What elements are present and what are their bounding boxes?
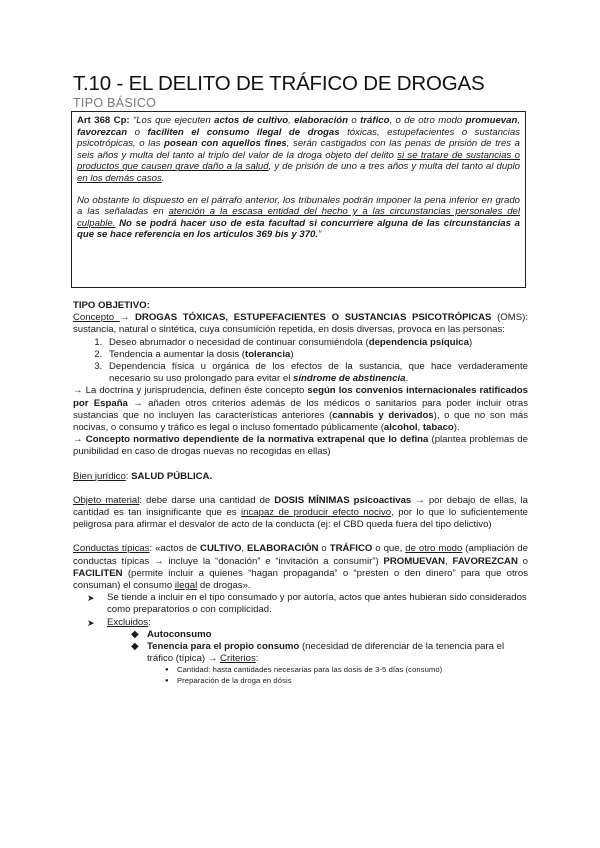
text-run: o — [318, 543, 330, 555]
list-item — [87, 592, 528, 616]
tipo-objetivo-heading — [73, 300, 528, 312]
tenencia-text — [147, 641, 504, 664]
text-run: DOSIS MÍNIMAS psicoactivas → — [274, 494, 425, 506]
criteria-list — [147, 665, 528, 686]
list-item — [105, 337, 528, 349]
text-run: , — [517, 115, 520, 126]
text-run: (OMS): sustancia, natural o sintética, cuya consumición repetida, en dosis diversas, provoca en las personas: — [73, 312, 528, 336]
text-run: , — [241, 543, 248, 555]
list-item — [105, 361, 528, 385]
text-run: síndrome de abstinencia — [293, 373, 406, 385]
diamond-list — [107, 629, 528, 687]
normativo-paragraph — [73, 434, 528, 458]
text-run: Se tiende a incluir en el tipo consumado y por autoría, actos que antes hubieran sido considerados como preparatorios o con complicidad. — [107, 592, 527, 616]
text-run: Deseo abrumador o necesidad de continuar consumiéndola ( — [109, 336, 369, 348]
text-run: ), o que no son más nocivas, o consumo y tráfico es legal o incluso fomentado públicamente ( — [73, 409, 529, 434]
text-run: por debajo de ellas, la cantidad es tan insignificante que es — [73, 494, 528, 519]
text-run: : — [148, 616, 151, 628]
text-run: , serán castigados con las penas de prisión de tres a seis años y multa del tanto al triplo del valor de la droga objeto del delito — [77, 138, 521, 161]
text-run: (permite incluir a quienes “hagan propaganda” o “presten o den dinero” para que otros consuman) el consumo — [73, 567, 528, 592]
text-run: actos de cultivo — [214, 115, 289, 126]
text-run: , — [417, 422, 423, 434]
text-run: (ampliación de conductas típicas → incluye la “donación” e “invitación a consumir”) — [73, 543, 528, 567]
text-run: → Concepto normativo dependiente de la normativa extrapenal que lo defina — [73, 434, 429, 446]
text-run: Dependencia física u orgánica de los efectos de la sustancia, que hace verdaderamente necesario su uso prolongado para evitar el — [109, 361, 528, 385]
text-run: . — [405, 373, 409, 385]
text-run: ilegal — [174, 580, 198, 592]
text-run: ” — [318, 229, 322, 241]
article-paragraph-1 — [77, 115, 520, 185]
text-run: ELABORACIÓN — [247, 543, 319, 555]
text-run: favorezcan — [77, 126, 128, 138]
text-run: FACILITEN — [73, 567, 123, 579]
text-run: CULTIVO — [200, 543, 242, 555]
text-run: , — [288, 115, 295, 126]
text-run: Concepto — [73, 312, 120, 324]
article-quote-box — [71, 111, 526, 288]
text-run: → añaden otros criterios además de los médicos o sanitarios para poder incluir otras sustancias que no incluyen las características anteriores ( — [73, 397, 528, 421]
text-run: elaboración — [294, 115, 348, 126]
article-paragraph-2 — [77, 195, 520, 241]
text-run: promuevan — [465, 115, 518, 126]
text-run: o — [127, 126, 148, 138]
text-run: tolerancia — [245, 348, 291, 360]
text-run: cannabis y derivados — [332, 409, 434, 421]
text-run: alcohol — [383, 422, 418, 434]
text-run: , o de otro modo — [389, 115, 466, 126]
text-run: , por lo que lo suficientemente peligrosa para afirmar el desvalor de acto de la conducta (ej: el CBD queda fuera del tipo delictivo) — [73, 507, 528, 531]
text-run: Art 368 Cp: — [77, 115, 134, 126]
text-run: : — [125, 470, 132, 482]
text-run: (plantea problemas de punibilidad en caso de drogas nuevas no recogidas en ellas) — [73, 434, 528, 458]
text-run: tabaco — [422, 422, 454, 434]
list-item — [165, 676, 528, 687]
text-run: No se podrá hacer uso de esta facultad si concurriere alguna de las circunstancias a que se hace referencia en los artículos 369 bis y 370. — [77, 217, 520, 241]
text-run: Tendencia a aumentar la dosis ( — [109, 348, 245, 360]
text-run: o — [348, 115, 361, 126]
text-run: Excluidos — [107, 616, 149, 628]
text-run: DROGAS TÓXICAS, ESTUPEFACIENTES O SUSTANCIAS PSICOTRÓPICAS — [134, 312, 492, 324]
text-run: No obstante lo dispuesto en el párrafo anterior, los tribunales podrán imponer la pena inferior en grado a las señaladas en — [77, 194, 520, 218]
text-run: Criterios — [220, 653, 256, 665]
text-run: . — [161, 172, 165, 184]
text-run: ) — [468, 336, 473, 348]
text-run: Objeto material — [73, 494, 140, 506]
text-run: de drogas». — [197, 580, 251, 592]
text-run: faciliten el consumo ilegal de drogas — [147, 126, 340, 138]
text-run: si se tratare de sustancias o productos que causen grave daño a la salud — [77, 149, 520, 173]
excluidos-label — [107, 617, 151, 628]
text-run: tóxicas, estupefacientes o sustancias psicotrópicas, o las — [77, 126, 520, 150]
objeto-material-paragraph — [73, 495, 528, 532]
list-item — [87, 617, 528, 687]
list-item — [131, 629, 528, 641]
doctrina-paragraph — [73, 385, 528, 434]
text-run: : debe darse una cantidad de — [139, 494, 275, 506]
text-run: según los convenios internacionales ratificados por España — [73, 385, 528, 409]
text-run: → — [119, 312, 135, 324]
text-run: “Los que ejecuten — [133, 115, 215, 126]
text-run: ). — [453, 422, 460, 434]
text-run: o que, — [372, 543, 406, 555]
bien-juridico-paragraph — [73, 471, 528, 483]
main-content — [73, 300, 528, 686]
text-run: tráfico — [360, 115, 390, 126]
text-run: de otro modo — [405, 543, 463, 555]
text-run: Cantidad: hasta cantidades necesarias para las dosis de 3-5 días (consumo) — [177, 665, 443, 675]
text-run: incapaz de producir efecto nocivo — [241, 507, 392, 519]
text-run: o — [517, 555, 528, 567]
text-run: posean con aquellos fines — [164, 138, 287, 150]
text-run: , y de prisión de uno a tres años y multa del tanto al duplo — [268, 161, 521, 173]
text-run: TRÁFICO — [329, 543, 373, 555]
text-run: (necesidad de diferenciar de la tenencia para el tráfico (típica) → — [147, 641, 505, 665]
effects-list — [73, 337, 528, 386]
text-run: : «actos de — [149, 543, 201, 555]
text-run: : — [255, 653, 259, 665]
text-run: SALUD PÚBLICA. — [131, 470, 213, 482]
text-run: ) — [290, 348, 294, 360]
concepto-paragraph — [73, 312, 528, 336]
list-item — [105, 349, 528, 361]
text-run: → La doctrina y jurisprudencia, definen éste concepto — [73, 385, 308, 397]
text-run: Autoconsumo — [147, 628, 212, 640]
text-run: Preparación de la droga en dósis — [177, 675, 292, 685]
conductas-tipicas-paragraph — [73, 543, 528, 592]
text-run: FAVOREZCAN — [452, 555, 518, 567]
arrow-list — [73, 592, 528, 686]
page-title: T.10 - EL DELITO DE TRÁFICO DE DROGAS — [73, 72, 485, 95]
text-run: , — [445, 555, 453, 567]
section-subtitle: TIPO BÁSICO — [73, 96, 157, 110]
text-run: Tenencia para el propio consumo — [147, 641, 300, 653]
text-run: TIPO OBJETIVO: — [73, 300, 150, 311]
text-run: Conductas típicas — [73, 543, 150, 555]
text-run: PROMUEVAN — [383, 555, 446, 567]
text-run: en los demás casos — [77, 172, 162, 184]
text-run: dependencia psíquica — [368, 336, 469, 348]
list-item — [165, 665, 528, 676]
list-item — [131, 641, 528, 686]
text-run: Bien jurídico — [73, 470, 126, 482]
text-run: atención a la escasa entidad del hecho y a las circunstancias personales del culpable. — [77, 206, 521, 229]
